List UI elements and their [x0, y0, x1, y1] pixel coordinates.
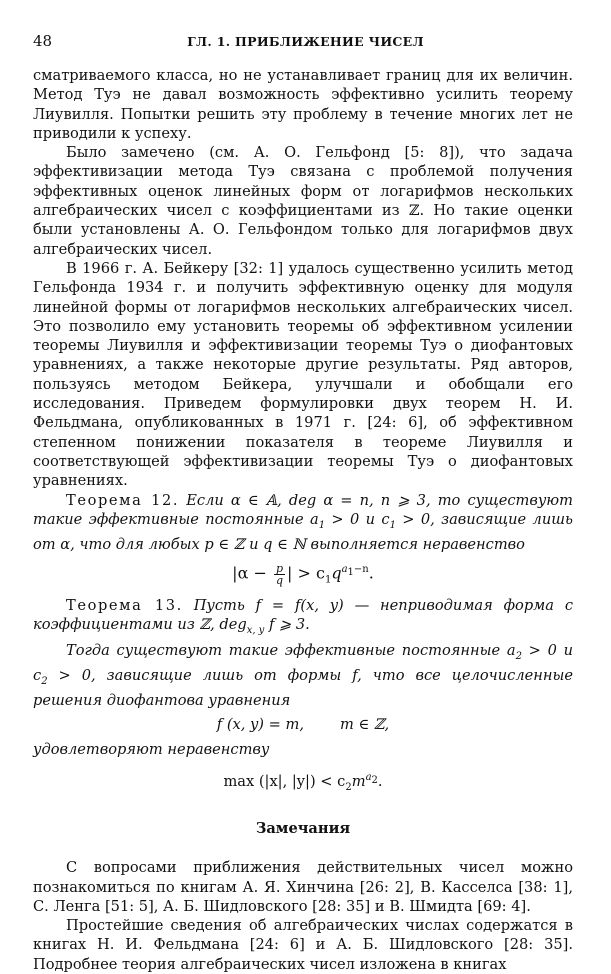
theorem-12-formula: |α − $\frac{p}{q}$ | > $c_1q^{a_1-n}$. — [232, 561, 374, 587]
theorem-13-text-1: Пусть f = f(x, y) — неприводимая форма с коэффициентами из ℤ, deg$_{x, y}$ f ⩾ 3. — [33, 597, 573, 637]
theorem-12-label: Теорема 12. — [66, 491, 180, 509]
fraction-p-q: $\frac{p}{q}$ — [275, 561, 283, 587]
paragraph-1: сматриваемого класса, но не устанавливает границ для их величин. Метод Туэ не давал возможность эффективно усилить теорему Лиувилля. Попытки решить эту проблему в течение многих лет не приводили к успеху. — [33, 67, 573, 142]
paragraph-2: Было замечено (см. А. О. Гельфонд [5: 8]), что задача эффективизации метода Туэ связана с проблемой получения эффективных оценок линейных форм от логарифмов нескольких алгебраических чисел с коэффициентами из ℤ. Но такие оценки были установлены А. О. Гельфондом только для логарифмов двух алгебраических чисел. — [33, 144, 573, 258]
theorem-12-text: Если α ∈ 𝔸, deg α = n, n ⩾ 3, то существуют такие эффективные постоянные $a_1 > 0$ и $c_1 > 0$, зависящие лишь от α, что для любых p ∈ ℤ и q ∈ ℕ выполняется неравенство — [33, 491, 573, 554]
remarks-paragraph-2: Простейшие сведения об алгебраических числах содержатся в книгах Н. И. Фельдмана [24: 6] и А. Б. Шидловского [28: 35]. Подробнее теория алгебраических чисел изложена в книгах — [33, 917, 573, 973]
theorem-13-text-3: удовлетворяют неравенству — [33, 740, 270, 758]
remarks-paragraph-1: С вопросами приближения действительных чисел можно познакомиться по книгам А. Я. Хинчина [26: 2], В. Касселса [38: 1], С. Ленга [51: 5], А. Б. Шидловского [28: 35] и В. Шмидта [69: 4]. — [33, 859, 573, 915]
theorem-12 — [33, 491, 573, 555]
theorem-13-label: Теорема 13. — [66, 597, 183, 615]
page-body — [33, 66, 573, 974]
remarks-title: Замечания — [255, 820, 351, 837]
theorem-13-text-2: Тогда существуют такие эффективные постоянные $a_2 > 0$ и $c_2 > 0$, зависящие лишь от формы f, что все целочисленные решения диофантова уравнения — [33, 641, 573, 710]
paragraph-3: В 1966 г. А. Бейкеру [32: 1] удалось существенно усилить метод Гельфонда 1934 г. и получить эффективную оценку для модуля линейной формы от логарифмов нескольких алгебраических чисел. Это позволило ему установить теоремы об эффективном усилении теоремы Лиувилля и эффективизации теоремы Туэ о диофантовых уравнениях, а также некоторые другие результаты. Ряд авторов, пользуясь методом Бейкера, улучшали и обобщали его исследования. Приведем формулировки двух теорем Н. И. Фельдмана, опубликованных в 1971 г. [24: 6], об эффективном степенном понижении показателя в теореме Лиувилля и соответствующей эффективизации теоремы Туэ о диофантовых уравнениях. — [33, 259, 573, 490]
running-head: ГЛ. 1. ПРИБЛИЖЕНИЕ ЧИСЕЛ — [187, 34, 424, 49]
page-number: 48 — [33, 32, 53, 50]
theorem-13-inequality: max (|x|, $|y|) < c_2m^{a_2}$. — [223, 771, 383, 793]
theorem-13-equation: f (x, y) = m, m ∈ ℤ, — [216, 716, 390, 734]
theorem-13 — [33, 596, 573, 641]
